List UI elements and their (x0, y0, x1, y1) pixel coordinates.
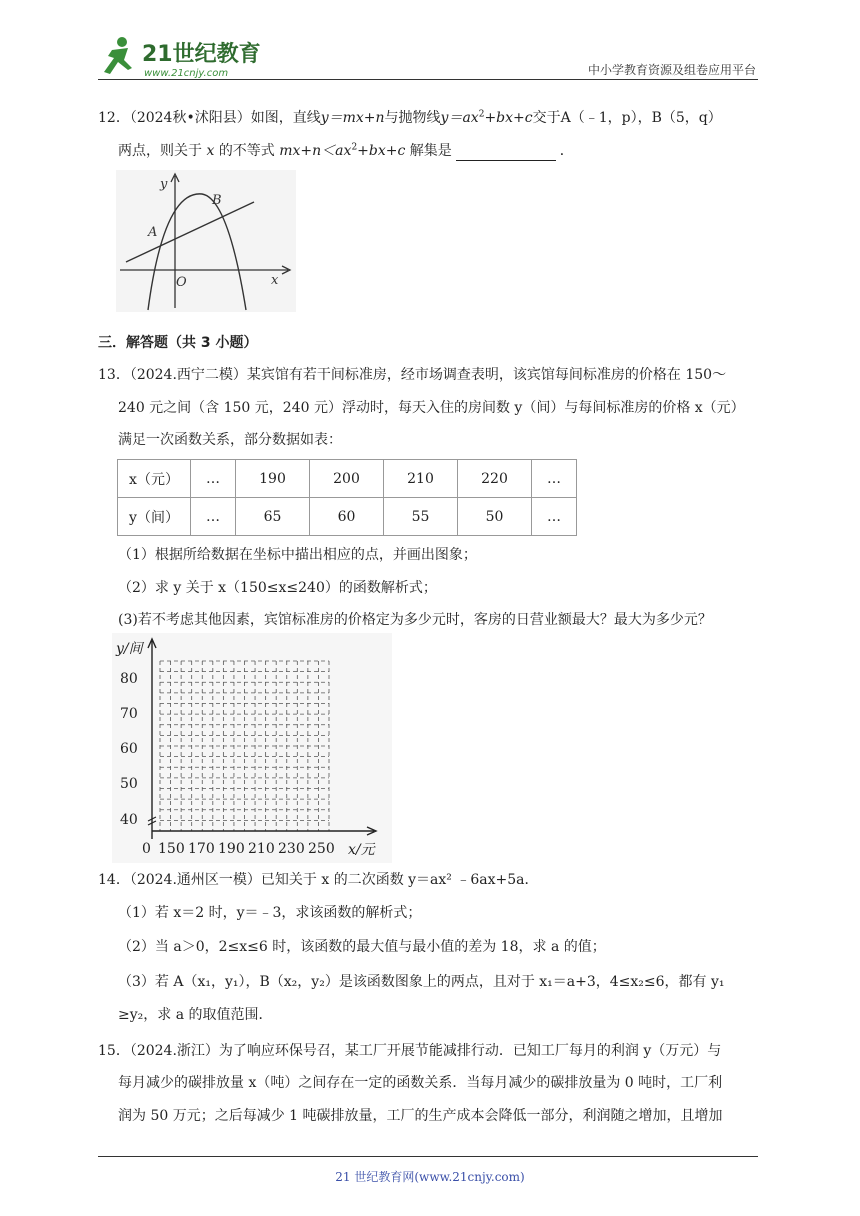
q13-line1: 13．（2024.西宁二模）某宾馆有若干间标准房，经市场调查表明，该宾馆每间标准房的价格在 150～ (98, 367, 727, 383)
q13-sub3: (3)若不考虑其他因素，宾馆标准房的价格定为多少元时，客房的日营业额最大？最大为多少元？ (118, 612, 712, 628)
q12-origin-label: O (176, 275, 187, 290)
table-cell: x（元） (118, 460, 191, 498)
platform-title: 中小学教育资源及组卷应用平台 (587, 63, 756, 77)
y-tick-label: 80 (120, 671, 138, 687)
q13-x-label: x/元 (348, 842, 375, 858)
q13-line3: 满足一次函数关系，部分数据如表： (118, 432, 342, 448)
table-cell: 200 (310, 460, 384, 498)
table-cell: 190 (236, 460, 310, 498)
q13-origin: 0 (142, 841, 151, 857)
logo-main-text: 21世纪教育 (142, 42, 261, 67)
table-cell: … (532, 460, 577, 498)
table-cell: 50 (458, 498, 532, 536)
q14-line1: 14．（2024.通州区一模）已知关于 x 的二次函数 y＝ax² ﹣6ax+5a． (98, 872, 539, 888)
q14-sub1: （1）若 x＝2 时，y＝﹣3，求该函数的解析式； (118, 905, 422, 921)
x-tick-label: 230 (278, 841, 305, 857)
q12-B-label: B (212, 193, 222, 208)
q13-grid-figure (112, 633, 392, 863)
table-cell: 220 (458, 460, 532, 498)
footer-text: 21 世纪教育网(www.21cnjy.com) (335, 1170, 525, 1184)
y-tick-label: 60 (120, 741, 138, 757)
x-tick-label: 250 (308, 841, 335, 857)
header-divider (98, 79, 758, 80)
table-cell: 60 (310, 498, 384, 536)
q14-sub3: （3）若 A（x₁，y₁），B（x₂，y₂）是该函数图象上的两点，且对于 x₁＝a+3，4≤x₂≤6，都有 y₁ (118, 974, 725, 990)
section-heading: 三．解答题（共 3 小题） (98, 335, 258, 351)
q12-A-label: A (148, 225, 158, 240)
q12-figure (116, 170, 296, 312)
table-cell: y（间） (118, 498, 191, 536)
site-logo (98, 34, 268, 82)
q13-sub2: （2）求 y 关于 x（150≤x≤240）的函数解析式； (118, 580, 437, 596)
table-cell: 55 (384, 498, 458, 536)
table-cell: … (532, 498, 577, 536)
q13-data-table (117, 459, 577, 536)
logo-url-text: www.21cnjy.com (144, 68, 229, 79)
y-tick-label: 40 (120, 812, 138, 828)
footer-divider (98, 1156, 758, 1157)
runner-icon (104, 37, 132, 74)
q15-line2: 每月减少的碳排放量 x（吨）之间存在一定的函数关系．当每月减少的碳排放量为 0 吨时，工厂利 (118, 1075, 723, 1091)
q12-y-label: y (160, 177, 168, 192)
q15-line3: 润为 50 万元；之后每减少 1 吨碳排放量，工厂的生产成本会降低一部分，利润随之增加，且增加 (118, 1108, 723, 1124)
x-tick-label: 170 (188, 841, 215, 857)
table-row (118, 498, 577, 536)
x-tick-label: 190 (218, 841, 245, 857)
q14-sub3-cont: ≥y₂，求 a 的取值范围． (118, 1007, 273, 1023)
y-tick-label: 50 (120, 776, 138, 792)
table-cell: … (191, 460, 236, 498)
answer-blank (456, 146, 556, 161)
q14-sub2: （2）当 a＞0，2≤x≤6 时，该函数的最大值与最小值的差为 18，求 a 的值； (118, 939, 606, 955)
q12-line1: 12．（2024秋•沭阳县）如图，直线y＝mx+n与抛物线$y=ax^2+bx+c$交于A（﹣1，p），B（5，q） (98, 109, 722, 126)
y-tick-label: 70 (120, 706, 138, 722)
q13-y-label: y/间 (116, 641, 143, 657)
table-cell: … (191, 498, 236, 536)
q15-line1: 15．（2024.浙江）为了响应环保号召，某工厂开展节能减排行动．已知工厂每月的利润 y（万元）与 (98, 1043, 722, 1059)
table-cell: 210 (384, 460, 458, 498)
table-row (118, 460, 577, 498)
x-tick-label: 150 (158, 841, 185, 857)
q13-line2: 240 元之间（含 150 元，240 元）浮动时，每天入住的房间数 y（间）与每间标准房的价格 x（元） (118, 400, 745, 416)
q12-line2: 两点，则关于 x 的不等式 $mx+n<ax^2+bx+c$ 解集是 ． (118, 142, 574, 159)
x-tick-label: 210 (248, 841, 275, 857)
table-cell: 65 (236, 498, 310, 536)
q13-sub1: （1）根据所给数据在坐标中描出相应的点，并画出图象； (118, 547, 477, 563)
q12-x-label: x (271, 273, 279, 288)
